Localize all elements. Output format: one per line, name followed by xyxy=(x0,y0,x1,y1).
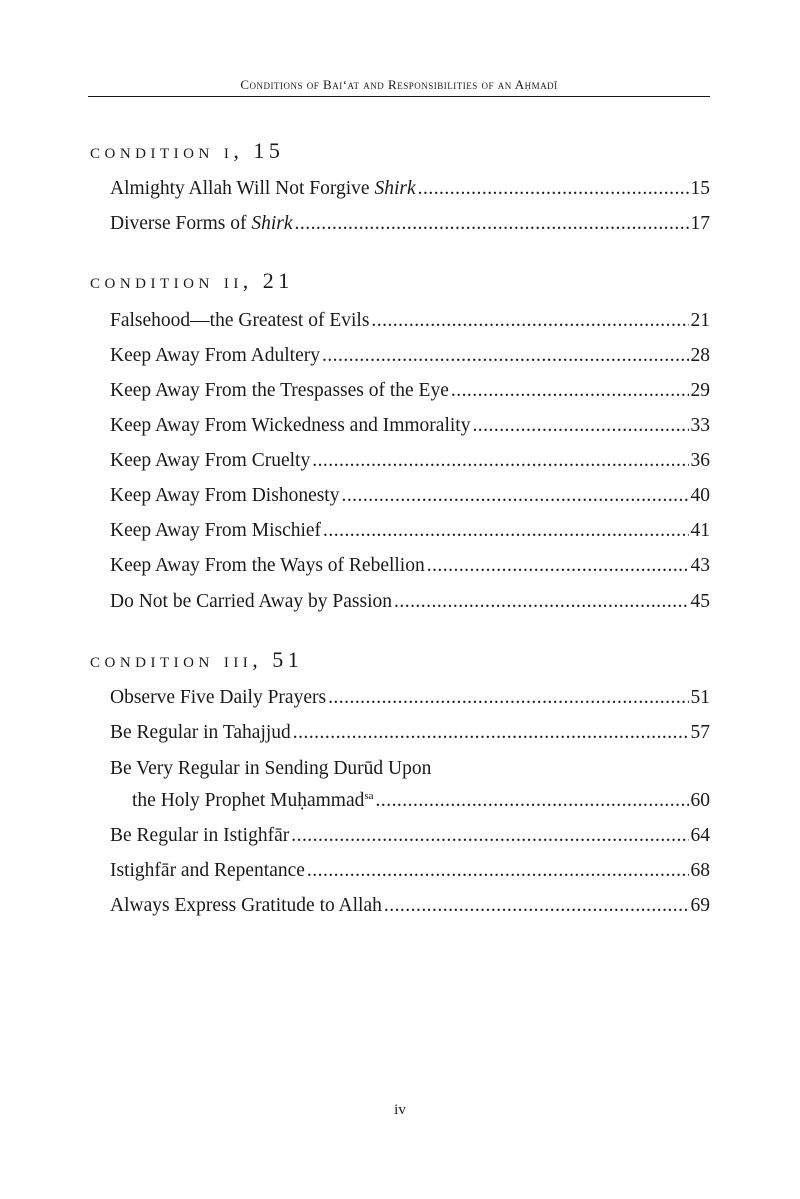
toc-entry[interactable] xyxy=(110,211,710,237)
dot-leader xyxy=(394,589,688,615)
toc-entry[interactable] xyxy=(110,518,710,544)
toc-entry-title: Always Express Gratitude to Allah xyxy=(110,895,382,916)
toc-entry[interactable] xyxy=(110,823,710,849)
toc-entry-title: Keep Away From the Ways of Rebellion xyxy=(110,555,425,576)
toc-entry-title: Keep Away From the Trespasses of the Eye xyxy=(110,380,449,401)
toc-entry[interactable] xyxy=(110,448,710,474)
toc-entry[interactable] xyxy=(132,788,710,814)
toc-entry[interactable] xyxy=(110,343,710,369)
toc-entry-title: Falsehood—the Greatest of Evils xyxy=(110,310,370,331)
toc-entry[interactable] xyxy=(110,893,710,919)
dot-leader xyxy=(328,685,688,711)
toc-page-number: 57 xyxy=(689,720,711,746)
toc-entry[interactable] xyxy=(110,685,710,711)
toc-entry[interactable] xyxy=(110,378,710,404)
header-rule xyxy=(88,96,710,97)
toc-entry-title: Almighty Allah Will Not Forgive Shirk xyxy=(110,178,416,199)
toc-entry-title: Observe Five Daily Prayers xyxy=(110,687,327,708)
toc-entry[interactable] xyxy=(110,589,710,615)
toc-page-number: 17 xyxy=(689,211,711,237)
dot-leader xyxy=(295,211,689,237)
dot-leader xyxy=(376,788,689,814)
dot-leader xyxy=(427,553,689,579)
toc-page-number: 41 xyxy=(689,518,711,544)
dot-leader xyxy=(472,413,688,439)
toc-page-number: 64 xyxy=(689,823,711,849)
toc-entry-title-line1[interactable]: Be Very Regular in Sending Durūd Upon xyxy=(110,758,432,779)
toc-page-number: 40 xyxy=(689,483,711,509)
toc-entry[interactable] xyxy=(110,858,710,884)
toc-page-number: 45 xyxy=(689,589,711,615)
toc-entry[interactable] xyxy=(110,483,710,509)
toc-page-number: 33 xyxy=(689,413,711,439)
dot-leader xyxy=(307,858,689,884)
dot-leader xyxy=(293,720,689,746)
dot-leader xyxy=(322,343,689,369)
toc-page-number: 28 xyxy=(689,343,711,369)
dot-leader xyxy=(323,518,688,544)
toc-page-number: 21 xyxy=(689,308,711,334)
running-head: Conditions of Bai‘at and Responsibilities of an Aḥmadī xyxy=(240,77,558,92)
toc-page-number: 69 xyxy=(689,893,711,919)
dot-leader xyxy=(312,448,688,474)
section-heading-condition-2: condition ii, 21 xyxy=(90,268,294,293)
dot-leader xyxy=(371,308,688,334)
toc-page-number: 29 xyxy=(689,378,711,404)
toc-entry-title: Keep Away From Mischief xyxy=(110,520,322,541)
dot-leader xyxy=(384,893,689,919)
toc-entry[interactable] xyxy=(110,176,710,202)
toc-page-number: 43 xyxy=(689,553,711,579)
toc-entry-title: Keep Away From Wickedness and Immorality xyxy=(110,415,471,436)
toc-entry[interactable] xyxy=(110,413,710,439)
toc-entry-title: Do Not be Carried Away by Passion xyxy=(110,591,393,612)
toc-entry[interactable] xyxy=(110,720,710,746)
toc-page-number: 36 xyxy=(689,448,711,474)
dot-leader xyxy=(451,378,689,404)
dot-leader xyxy=(341,483,688,509)
page-number: iv xyxy=(394,1102,406,1118)
toc-entry-title-line2: the Holy Prophet Muḥammad$^{sa}$ xyxy=(132,790,374,811)
section-heading-condition-3: condition iii, 51 xyxy=(90,647,304,672)
toc-entry-title: Keep Away From Cruelty xyxy=(110,450,311,471)
toc-entry-title: Istighfār and Repentance xyxy=(110,860,305,881)
section-heading-condition-1: condition i, 15 xyxy=(90,138,285,163)
toc-entry-title: Keep Away From Adultery xyxy=(110,345,320,366)
dot-leader xyxy=(418,176,689,202)
dot-leader xyxy=(291,823,688,849)
toc-entry-title: Be Regular in Istighfār xyxy=(110,825,290,846)
toc-page-number: 68 xyxy=(689,858,711,884)
toc-page-number: 15 xyxy=(689,176,711,202)
toc-entry[interactable] xyxy=(110,308,710,334)
toc-entry-title: Keep Away From Dishonesty xyxy=(110,485,340,506)
toc-entry[interactable] xyxy=(110,553,710,579)
honorific-superscript: sa xyxy=(364,790,374,802)
toc-page-number: 51 xyxy=(689,685,711,711)
toc-entry-title: Diverse Forms of Shirk xyxy=(110,213,293,234)
toc-entry-title: Be Regular in Tahajjud xyxy=(110,722,291,743)
toc-page-number: 60 xyxy=(689,788,711,814)
